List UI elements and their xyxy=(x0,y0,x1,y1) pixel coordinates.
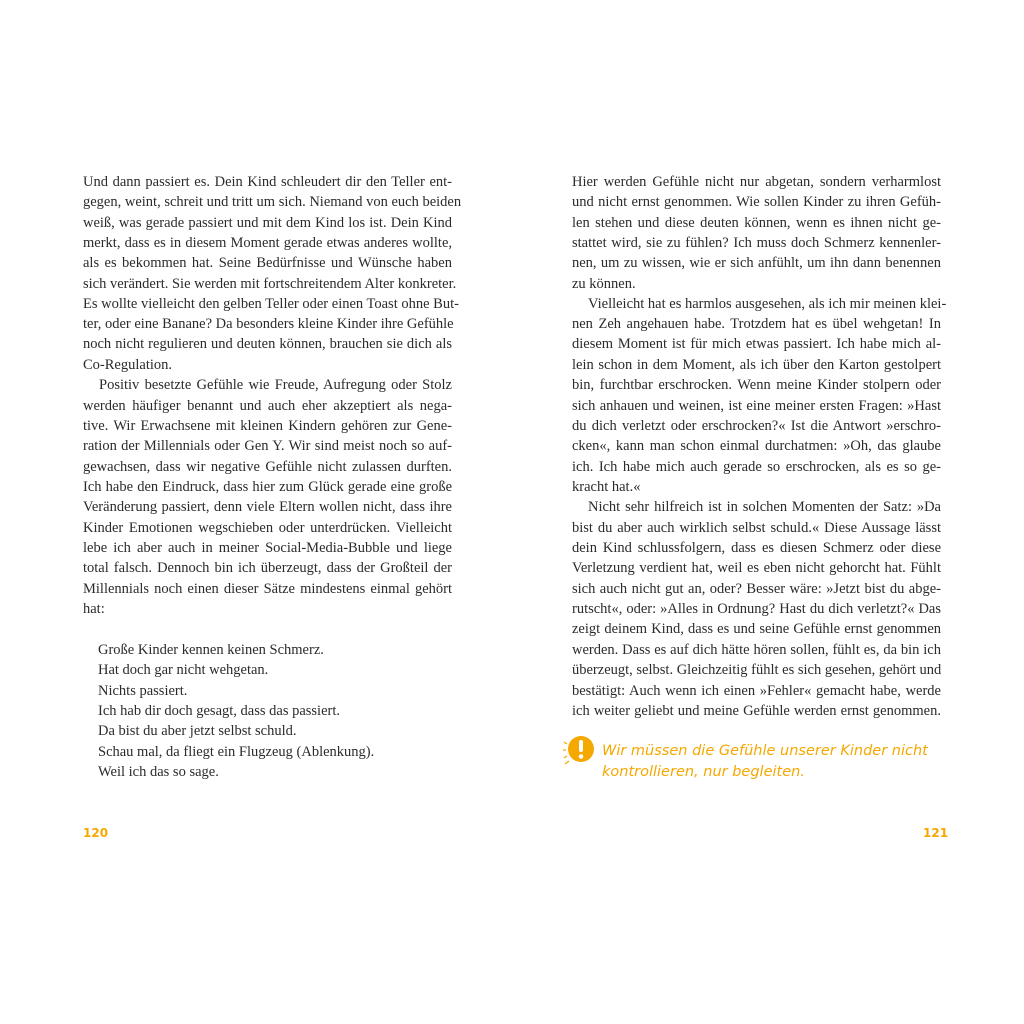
text-line: lebe ich aber auch in meiner Social-Media-Bubble und liege xyxy=(83,540,452,556)
text-line: du dich verletzt oder erschrocken?« Ist die Antwort »erschro- xyxy=(572,418,941,434)
text-line: sich anhauen und weinen, ist eine meiner ersten Fragen: »Hast xyxy=(572,398,941,414)
text-line: sich verändert. Sie werden mit fortschreitendem Alter konkreter. xyxy=(83,276,457,292)
text-line: diesem Moment ist für mich etwas passiert. Ich habe mich al- xyxy=(572,336,941,352)
text-line: Millennials noch einen dieser Sätze mindestens einmal gehört xyxy=(83,581,452,597)
text-line: Nicht sehr hilfreich ist in solchen Momenten der Satz: »Da xyxy=(588,499,941,515)
quote-line: Da bist du aber jetzt selbst schuld. xyxy=(98,723,297,739)
text-line: noch nicht regulieren und deuten können, brauchen sie dich als xyxy=(83,336,452,352)
text-line: kracht hat.« xyxy=(572,479,641,495)
text-line: sich auch nicht gut an, oder? Besser wäre: »Jetzt bist du abge- xyxy=(572,581,941,597)
quote-line: Große Kinder kennen keinen Schmerz. xyxy=(98,642,324,658)
text-line: ich weiter geliebt und meine Gefühle werden ernst genommen. xyxy=(572,703,941,719)
text-line: bist du aber auch wirklich selbst schuld.« Diese Aussage lässt xyxy=(572,520,941,536)
text-line: Vielleicht hat es harmlos ausgesehen, als ich mir meinen klei- xyxy=(588,296,947,312)
page-number-right: 121 xyxy=(923,826,949,840)
text-line: und nicht ernst genommen. Wie sollen Kinder zu ihren Gefüh- xyxy=(572,194,941,210)
quote-line: Schau mal, da fliegt ein Flugzeug (Ablenkung). xyxy=(98,744,375,760)
text-line: stattet wird, sie zu fühlen? Ich muss doch Schmerz kennenler- xyxy=(572,235,941,251)
text-line: len stehen und diese deuten können, wenn es ihnen nicht ge- xyxy=(572,215,941,231)
text-line: tive. Wir Erwachsene mit kleinen Kindern gehören zur Gene- xyxy=(83,418,452,434)
quote-line: Hat doch gar nicht wehgetan. xyxy=(98,662,269,678)
text-line: bin, furchtbar erschrocken. Wenn meine Kinder stolpern oder xyxy=(572,377,941,393)
callout-line: kontrollieren, nur begleiten. xyxy=(602,764,805,780)
text-line: Und dann passiert es. Dein Kind schleudert dir den Teller ent- xyxy=(83,174,452,190)
callout-line: Wir müssen die Gefühle unserer Kinder nicht xyxy=(602,743,928,759)
exclamation-badge-icon xyxy=(561,733,595,767)
text-line: gewachsen, dass wir negative Gefühle nicht zulassen durften. xyxy=(83,459,452,475)
text-line: Kinder Emotionen wegschieben oder unterdrücken. Vielleicht xyxy=(83,520,452,536)
text-line: Es wollte vielleicht den gelben Teller oder einen Toast ohne But- xyxy=(83,296,459,312)
text-line: hat: xyxy=(83,601,105,617)
text-line: weiß, was gerade passiert und mit dem Kind los ist. Dein Kind xyxy=(83,215,452,231)
page-number-left: 120 xyxy=(83,826,109,840)
text-line: lein schon in dem Moment, als ich über den Karton gestolpert xyxy=(572,357,941,373)
text-line: Verletzung verdient hat, weil es eben nicht gehorcht hat. Fühlt xyxy=(572,560,941,576)
quote-line: Weil ich das so sage. xyxy=(98,764,219,780)
text-line: zeigt deinem Kind, dass es und seine Gefühle ernst genommen xyxy=(572,621,941,637)
text-line: cken«, kann man schon einmal durchatmen: »Oh, das glaube xyxy=(572,438,941,454)
text-line: ich. Ich habe mich auch gerade so erschrocken, als es so ge- xyxy=(572,459,941,475)
text-line: überzeugt, selbst. Gleichzeitig fühlt es sich gesehen, gehört und xyxy=(572,662,942,678)
text-line: werden häufiger benannt und auch eher akzeptiert als nega- xyxy=(83,398,452,414)
text-line: Ich habe den Eindruck, dass hier zum Glück gerade eine große xyxy=(83,479,452,495)
text-line: Veränderung passiert, denn viele Eltern wollen nicht, dass ihre xyxy=(83,499,452,515)
text-line: zu können. xyxy=(572,276,636,292)
text-line: werden. Dass es auf dich hätte hören sollen, fühlt es, da bin ich xyxy=(572,642,941,658)
text-line: als es bekommen hat. Seine Bedürfnisse und Wünsche haben xyxy=(83,255,452,271)
text-line: nen Zeh angehauen habe. Trotzdem hat es übel wehgetan! In xyxy=(572,316,941,332)
text-line: ter, oder eine Banane? Da besonders kleine Kinder ihre Gefühle xyxy=(83,316,454,332)
text-line: gegen, weint, schreit und tritt um sich. Niemand von euch beiden xyxy=(83,194,462,210)
quote-line: Nichts passiert. xyxy=(98,683,188,699)
text-line: Positiv besetzte Gefühle wie Freude, Aufregung oder Stolz xyxy=(99,377,452,393)
quote-line: Ich hab dir doch gesagt, dass das passiert. xyxy=(98,703,341,719)
text-line: ration der Millennials oder Gen Y. Wir sind meist noch so auf- xyxy=(83,438,452,454)
text-line: bestätigt: Auch wenn ich einen »Fehler« gemacht habe, werde xyxy=(572,683,941,699)
text-line: total falsch. Dennoch bin ich überzeugt, dass der Großteil der xyxy=(83,560,452,576)
text-line: Co-Regulation. xyxy=(83,357,173,373)
text-line: dein Kind schlussfolgern, dass es diesen Schmerz oder diese xyxy=(572,540,941,556)
text-line: Hier werden Gefühle nicht nur abgetan, sondern verharmlost xyxy=(572,174,941,190)
text-line: rutscht«, oder: »Alles in Ordnung? Hast du dich verletzt?« Das xyxy=(572,601,941,617)
text-line: merkt, dass es in diesem Moment gerade etwas anderes wollte, xyxy=(83,235,452,251)
text-line: nen, um zu wissen, wie er sich anfühlt, um ihn dann benennen xyxy=(572,255,941,271)
